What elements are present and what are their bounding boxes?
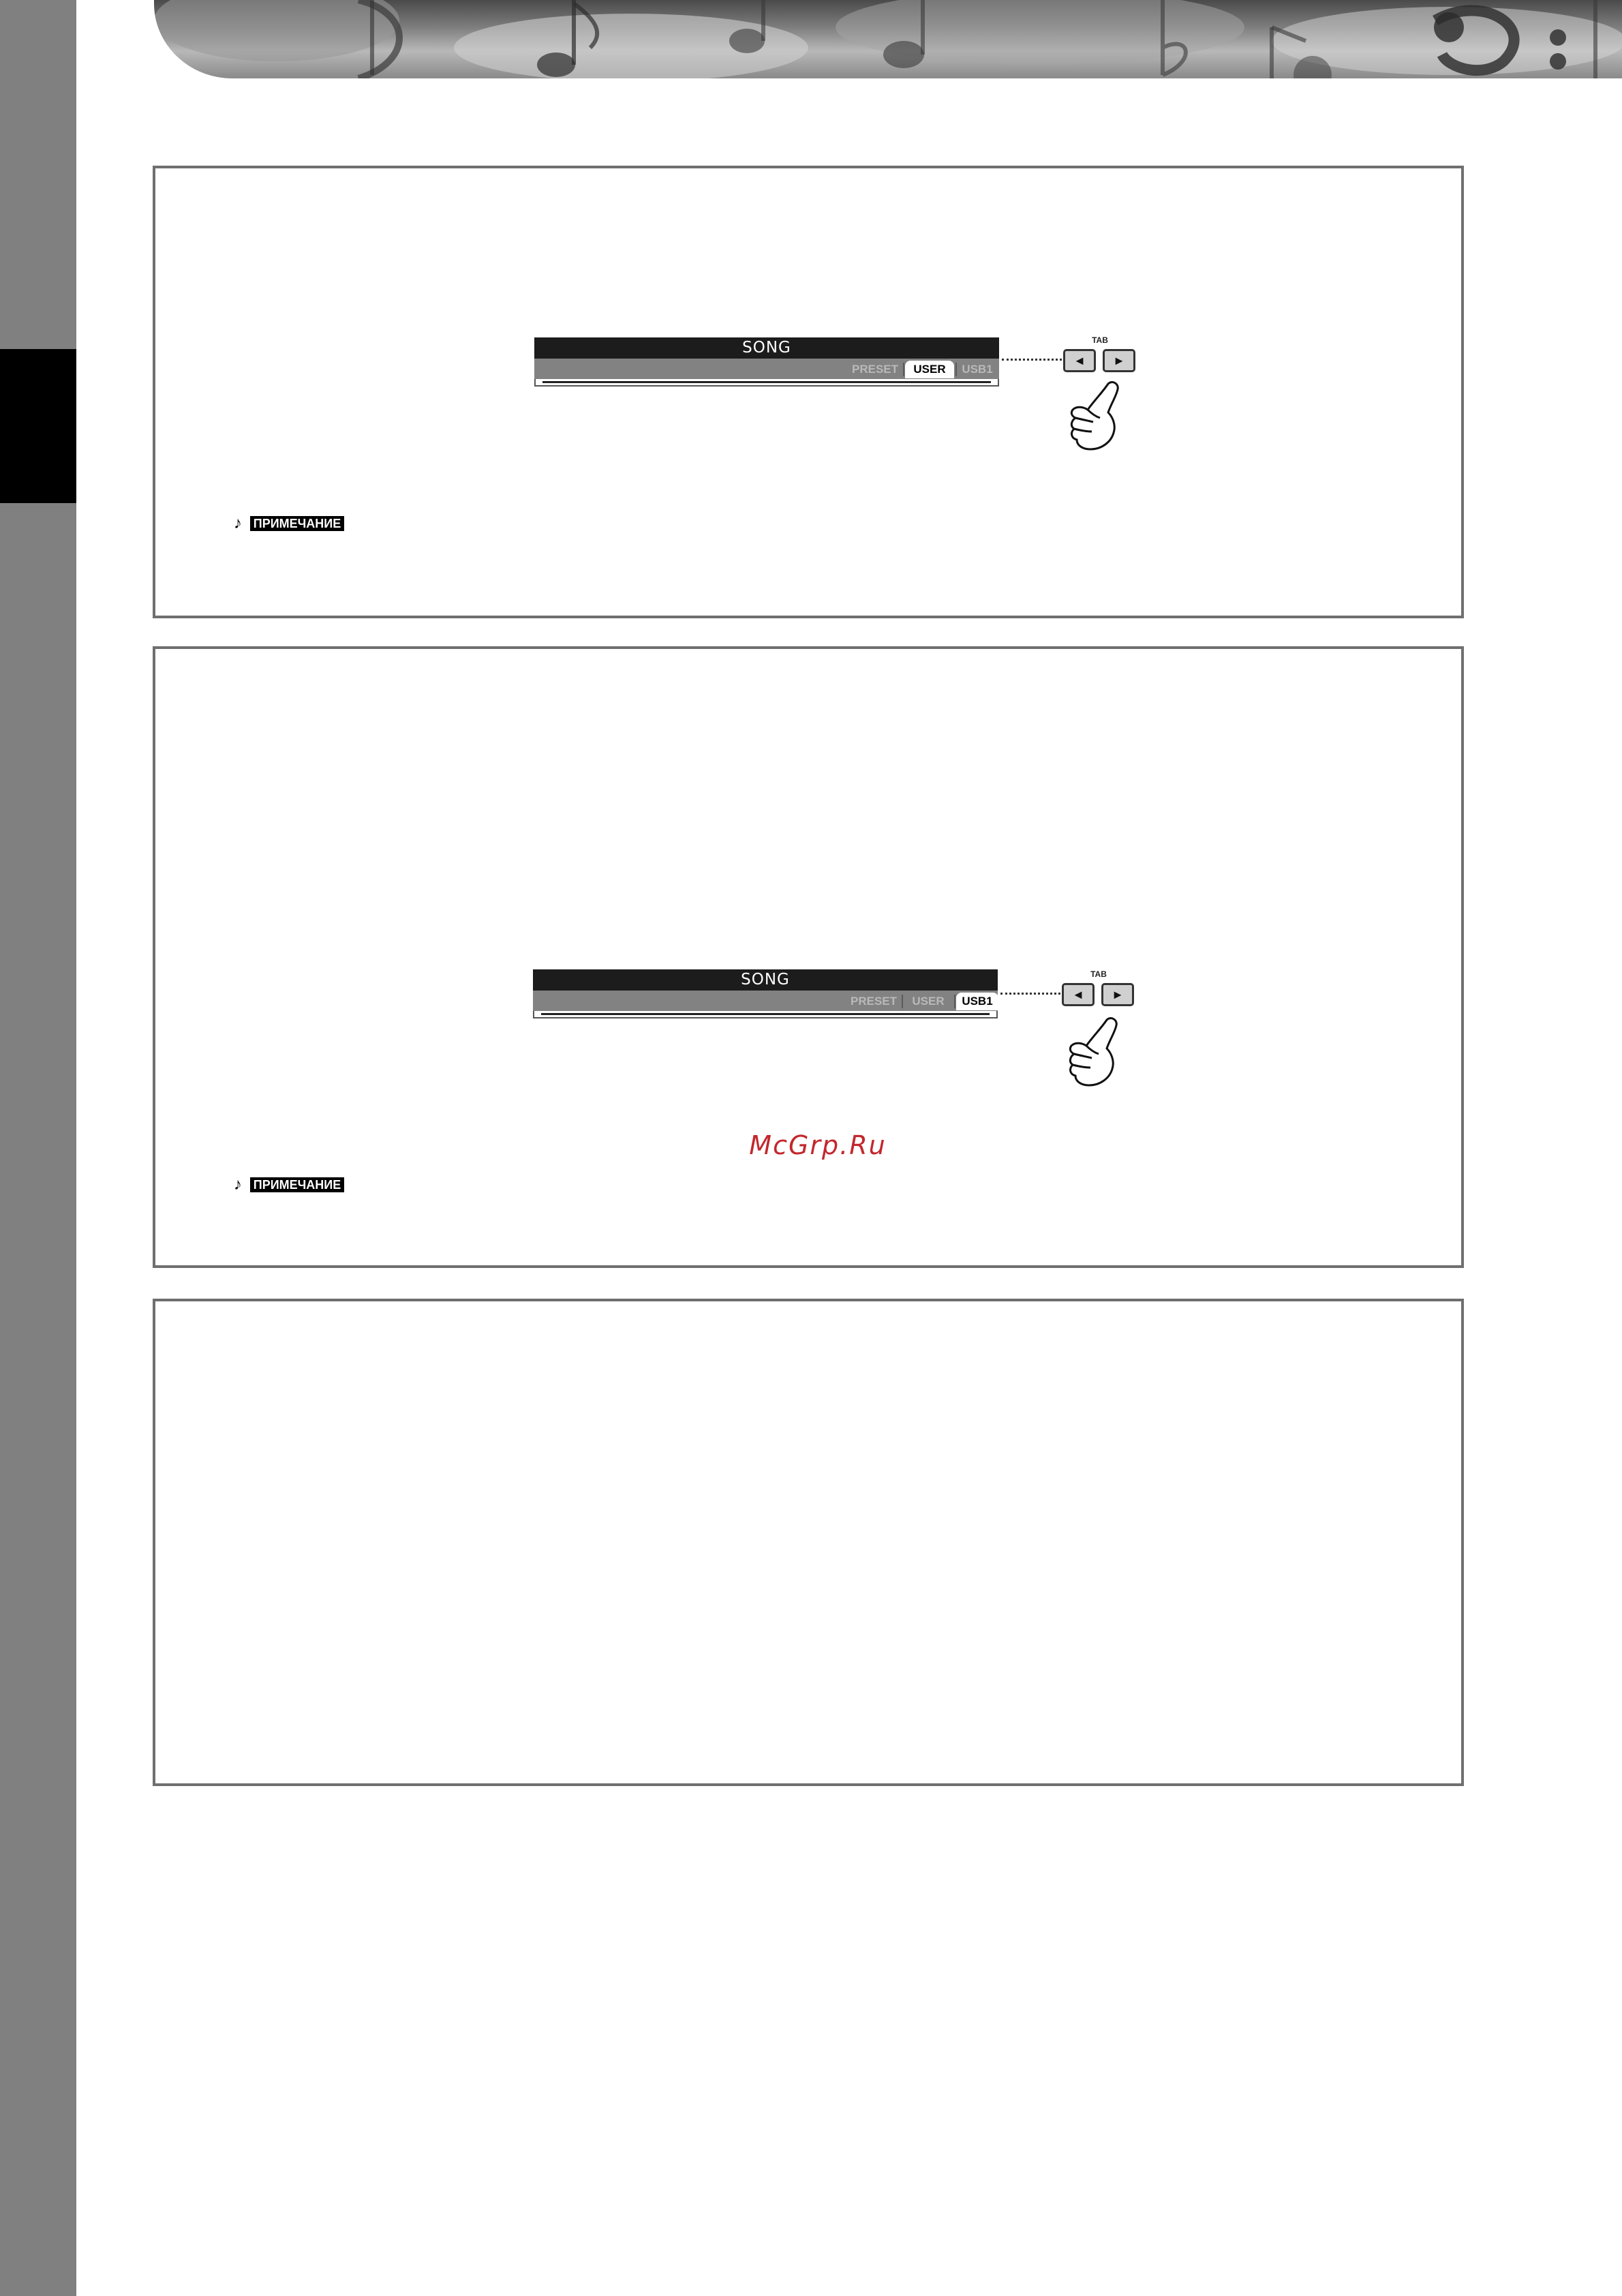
note-label: ПРИМЕЧАНИЕ: [250, 516, 344, 531]
tab-separator: [903, 363, 904, 376]
lcd-tab-preset[interactable]: PRESET: [851, 363, 899, 376]
lcd-tab-bar: [534, 359, 999, 379]
leader-dots: [1002, 359, 1062, 361]
arrow-right-icon[interactable]: ►: [1101, 983, 1134, 1006]
lcd-song-display: [534, 337, 999, 387]
tab-separator: [902, 995, 903, 1008]
tab-caption: TAB: [1090, 969, 1107, 979]
side-strip: [0, 0, 76, 2296]
watermark: McGrp.Ru: [749, 1130, 887, 1160]
pointing-hand-icon: [1059, 1016, 1127, 1091]
lcd-tab-usb1[interactable]: USB1: [962, 363, 993, 376]
lcd-list-edge: [533, 1011, 998, 1018]
tab-control: [1000, 969, 1142, 1010]
arrow-right-icon[interactable]: ►: [1103, 349, 1135, 372]
music-note-icon: ♪: [234, 1175, 242, 1194]
lcd-tab-user[interactable]: USER: [905, 361, 954, 378]
note-label: ПРИМЕЧАНИЕ: [250, 1177, 344, 1192]
instruction-box-1: [153, 166, 1464, 618]
tab-control: [1002, 335, 1144, 376]
pointing-hand-icon: [1060, 380, 1129, 455]
lcd-song-display: [533, 969, 998, 1018]
lcd-list-edge: [534, 379, 999, 387]
tab-separator: [954, 995, 955, 1008]
note-badge: [234, 515, 344, 532]
lcd-tab-bar: [533, 991, 998, 1011]
chapter-tab: [0, 349, 76, 503]
note-badge: [234, 1176, 344, 1194]
instruction-box-2: [153, 646, 1464, 1268]
music-note-icon: ♪: [234, 514, 242, 532]
lcd-tab-user[interactable]: USER: [912, 995, 945, 1008]
lcd-title: SONG: [533, 969, 998, 991]
arrow-left-icon[interactable]: ◄: [1062, 983, 1095, 1006]
header-banner: [154, 0, 1622, 78]
lcd-title: SONG: [534, 337, 999, 359]
lcd-tab-usb1[interactable]: USB1: [956, 993, 998, 1010]
lcd-tab-preset[interactable]: PRESET: [850, 995, 898, 1008]
arrow-left-icon[interactable]: ◄: [1063, 349, 1096, 372]
music-notes-decoration: [154, 0, 1622, 78]
instruction-box-3: [153, 1299, 1464, 1786]
tab-caption: TAB: [1092, 335, 1108, 345]
leader-dots: [1000, 993, 1060, 995]
tab-separator: [955, 363, 957, 376]
